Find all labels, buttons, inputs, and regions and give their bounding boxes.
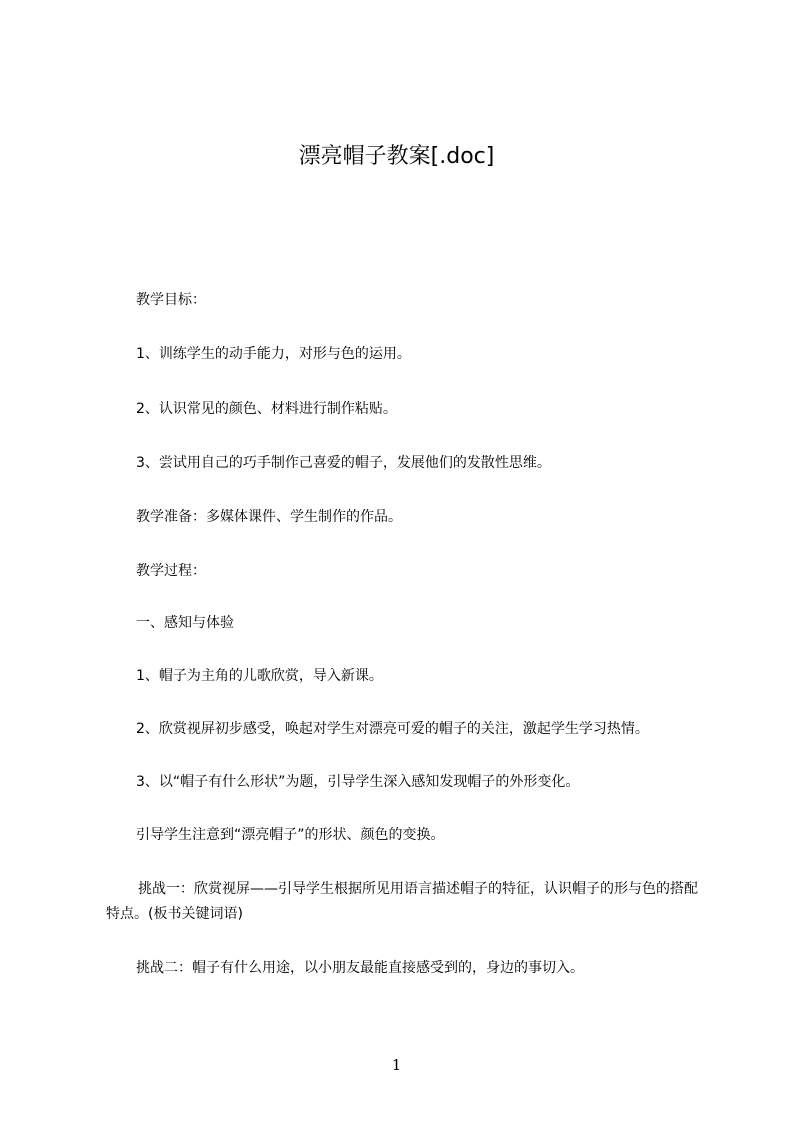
- paragraph-step-3: 3、以“帽子有什么形状”为题，引导学生深入感知发现帽子的外形变化。: [136, 774, 580, 790]
- paragraph-goal-2: 2、认识常见的颜色、材料进行制作粘贴。: [136, 401, 397, 417]
- paragraph-challenge-1: 挑战一：欣赏视屏——引导学生根据所见用语言描述帽子的特征，认识帽子的形与色的搭配特点。(板书关键词语): [106, 881, 698, 922]
- paragraph-teaching-goals-heading: 教学目标：: [136, 292, 206, 308]
- paragraph-step-2: 2、欣赏视屏初步感受，唤起对学生对漂亮可爱的帽子的关注，激起学生学习热情。: [136, 721, 649, 737]
- paragraph-guide-note: 引导学生注意到“漂亮帽子”的形状、颜色的变换。: [136, 827, 445, 843]
- paragraph-challenge-2: 挑战二：帽子有什么用途，以小朋友最能直接感受到的，身边的事切入。: [136, 960, 584, 976]
- page-number: 1: [391, 1056, 402, 1074]
- paragraph-section-1-heading: 一、感知与体验: [136, 615, 234, 631]
- paragraph-goal-3: 3、尝试用自己的巧手制作己喜爱的帽子，发展他们的发散性思维。: [136, 455, 551, 471]
- paragraph-step-1: 1、帽子为主角的儿歌欣赏，导入新课。: [136, 668, 383, 684]
- paragraph-teaching-process-heading: 教学过程：: [136, 563, 206, 579]
- paragraph-teaching-preparation: 教学准备：多媒体课件、学生制作的作品。: [136, 509, 402, 525]
- paragraph-goal-1: 1、训练学生的动手能力，对形与色的运用。: [136, 346, 411, 362]
- document-title: 漂亮帽子教案[.doc]: [298, 144, 495, 169]
